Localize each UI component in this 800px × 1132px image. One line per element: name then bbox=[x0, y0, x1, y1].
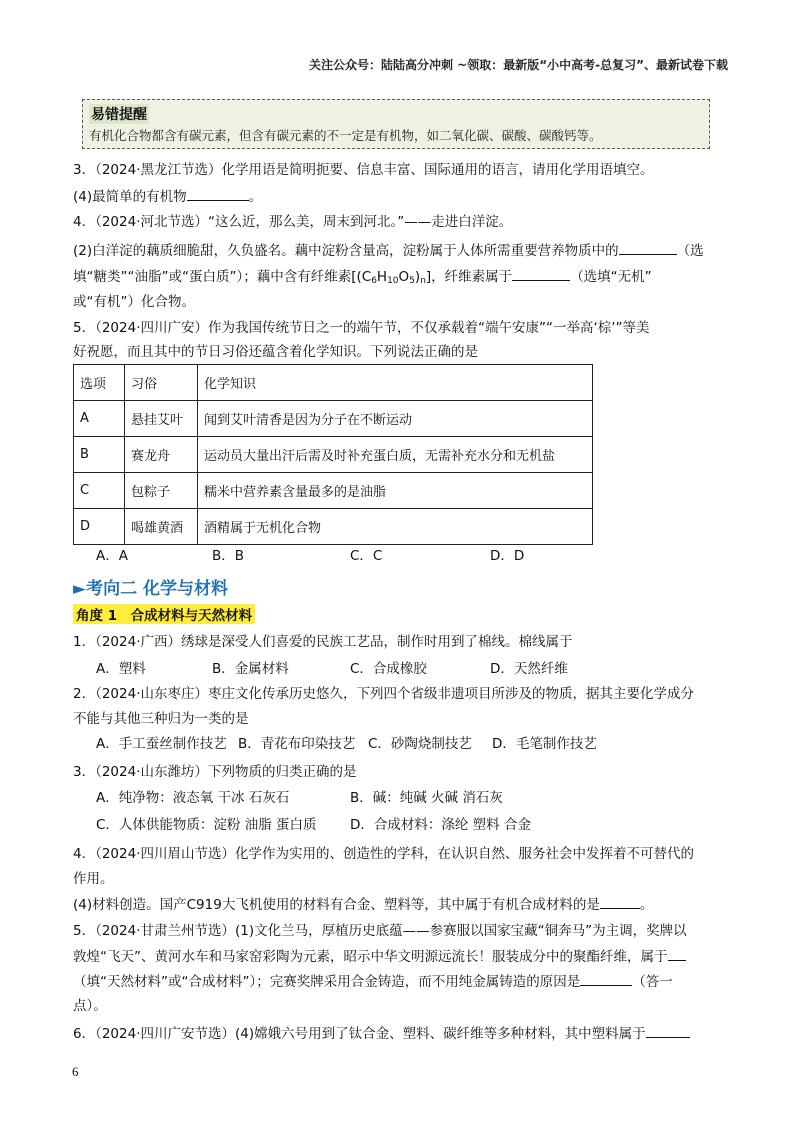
formula-text: H bbox=[376, 269, 388, 285]
q4-line1 bbox=[73, 240, 704, 261]
option-c[interactable]: C．合成橡胶 bbox=[350, 661, 427, 677]
table-row bbox=[74, 437, 593, 473]
option-a[interactable]: A．手工蚕丝制作技艺 bbox=[96, 736, 227, 752]
b3-options-row1 bbox=[96, 788, 503, 808]
answer-blank[interactable] bbox=[646, 1023, 690, 1038]
option-b[interactable]: B．金属材料 bbox=[212, 661, 289, 677]
tip-box bbox=[82, 99, 710, 149]
table-cell: 酒精属于无机化合物 bbox=[198, 509, 593, 545]
tip-title: 易错提醒 bbox=[89, 104, 149, 124]
b5-line3a: （填“天然材料”或“合成材料”）；完赛奖牌采用合金铸造，而不用纯金属铸造的原因是 bbox=[73, 974, 581, 990]
option-c[interactable]: C．C bbox=[350, 548, 383, 564]
table-header: 习俗 bbox=[125, 365, 198, 401]
b1-stem: 1．（2024·广西）绣球是深受人们喜爱的民族工艺品，制作时用到了棉线。棉线属于 bbox=[73, 634, 573, 650]
q4-line2a: 填“糖类”“油脂”或“蛋白质”）；藕中含有纤维素[(C bbox=[73, 269, 372, 285]
page-header: 关注公众号：陆陆高分冲刺 ~领取：最新版“小中高考-总复习”、最新试卷下载 bbox=[309, 58, 728, 72]
table-header-row bbox=[74, 365, 593, 401]
option-b[interactable]: B．碱：纯碱 火碱 消石灰 bbox=[350, 790, 503, 806]
answer-blank[interactable] bbox=[668, 946, 686, 961]
option-d[interactable]: D．D bbox=[490, 548, 525, 564]
b4-end: 。 bbox=[639, 897, 654, 913]
option-c[interactable]: C．人体供能物质：淀粉 油脂 蛋白质 bbox=[96, 817, 317, 833]
b3-stem: 3．（2024·山东潍坊）下列物质的归类正确的是 bbox=[73, 764, 357, 780]
b5-line3b: （答一 bbox=[632, 974, 673, 990]
q3-stem: 3．（2024·黑龙江节选）化学用语是简明扼要、信息丰富、国际通用的语言，请用化学用语填空。 bbox=[73, 162, 654, 178]
q4-line2c: （选填“无机” bbox=[570, 269, 652, 285]
b5-line1: 5．（2024·甘肃兰州节选）(1)文化兰马，厚植历史底蕴——参赛服以国家宝藏“铜奔马”为主调，奖牌以 bbox=[73, 923, 687, 939]
table-header: 化学知识 bbox=[198, 365, 593, 401]
q4-line1b: （选 bbox=[676, 243, 704, 259]
table-cell: 闻到艾叶清香是因为分子在不断运动 bbox=[198, 401, 593, 437]
b5-line3 bbox=[73, 971, 673, 992]
answer-blank[interactable] bbox=[187, 186, 249, 201]
options-table bbox=[73, 364, 593, 545]
table-cell: 赛龙舟 bbox=[125, 437, 198, 473]
b2-options bbox=[96, 734, 597, 754]
table-cell: 包粽子 bbox=[125, 473, 198, 509]
section-heading: ►考向二 化学与材料 bbox=[73, 579, 228, 599]
table-cell: B bbox=[74, 437, 125, 473]
option-b[interactable]: B．青花布印染技艺 bbox=[238, 736, 356, 752]
table-row bbox=[74, 509, 593, 545]
b3-options-row2 bbox=[96, 815, 531, 835]
b4-line1: 4．（2024·四川眉山节选）化学作为实用的、创造性的学科，在认识自然、服务社会中发挥着不可替代的 bbox=[73, 846, 694, 862]
b6-line1-text: 6．（2024·四川广安节选）(4)嫦娥六号用到了钛合金、塑料、碳纤维等多种材料，其中塑料属于 bbox=[73, 1026, 646, 1042]
q3-end: 。 bbox=[248, 189, 263, 205]
answer-blank[interactable] bbox=[619, 240, 677, 255]
q5-line2: 好祝愿，而且其中的节日习俗还蕴含着化学知识。下列说法正确的是 bbox=[73, 344, 478, 360]
b2-line2: 不能与其他三种归为一类的是 bbox=[73, 711, 249, 727]
table-cell: A bbox=[74, 401, 125, 437]
table-cell: 悬挂艾叶 bbox=[125, 401, 198, 437]
answer-blank[interactable] bbox=[580, 971, 632, 986]
formula-text: ) bbox=[414, 269, 421, 285]
table-cell: 运动员大量出汗后需及时补充蛋白质，无需补充水分和无机盐 bbox=[198, 437, 593, 473]
option-d[interactable]: D．合成材料：涤纶 塑料 合金 bbox=[350, 817, 531, 833]
table-row bbox=[74, 401, 593, 437]
formula-text: O bbox=[398, 269, 410, 285]
option-b[interactable]: B．B bbox=[212, 548, 245, 564]
option-d[interactable]: D．毛笔制作技艺 bbox=[492, 736, 597, 752]
option-a[interactable]: A．纯净物：液态氧 干冰 石灰石 bbox=[96, 790, 290, 806]
formula-sub: 5 bbox=[409, 276, 415, 286]
table-cell: D bbox=[74, 509, 125, 545]
q4-line3: 或“有机”）化合物。 bbox=[73, 294, 195, 310]
tip-text: 有机化合物都含有碳元素，但含有碳元素的不一定是有机物，如二氧化碳、碳酸、碳酸钙等。 bbox=[89, 128, 602, 143]
q3-part-text: (4)最简单的有机物 bbox=[73, 189, 187, 205]
option-c[interactable]: C．砂陶烧制技艺 bbox=[368, 736, 472, 752]
angle-heading: 角度 1 合成材料与天然材料 bbox=[73, 604, 255, 624]
answer-blank[interactable] bbox=[512, 266, 570, 281]
q4-stem: 4．（2024·河北节选）“这么近，那么美，周末到河北。”——走进白洋淀。 bbox=[73, 214, 513, 230]
option-a[interactable]: A．塑料 bbox=[96, 661, 146, 677]
b1-options bbox=[96, 659, 568, 679]
table-cell: 喝雄黄酒 bbox=[125, 509, 198, 545]
formula-sub: 10 bbox=[387, 276, 399, 286]
page-number: 6 bbox=[72, 1064, 79, 1079]
table-cell: 糯米中营养素含量最多的是油脂 bbox=[198, 473, 593, 509]
table-header: 选项 bbox=[74, 365, 125, 401]
b6-line1 bbox=[73, 1023, 690, 1044]
b4-line3-text: (4)材料创造。国产C919大飞机使用的材料有合金、塑料等，其中属于有机合成材料的是 bbox=[73, 897, 600, 913]
option-d[interactable]: D．天然纤维 bbox=[490, 661, 568, 677]
b4-line2: 作用。 bbox=[73, 871, 114, 887]
b5-line4: 点）。 bbox=[73, 998, 107, 1014]
formula-sub: n bbox=[420, 276, 426, 286]
option-a[interactable]: A．A bbox=[96, 548, 128, 564]
table-cell: C bbox=[74, 473, 125, 509]
answer-blank[interactable] bbox=[600, 894, 640, 909]
b2-line1: 2．（2024·山东枣庄）枣庄文化传承历史悠久，下列四个省级非遗项目所涉及的物质，据其主要化学成分 bbox=[73, 686, 694, 702]
q4-line2b: ]，纤维素属于 bbox=[425, 269, 513, 285]
q4-line1a: (2)白洋淀的藕质细脆甜，久负盛名。藕中淀粉含量高，淀粉属于人体所需重要营养物质中的 bbox=[73, 243, 619, 259]
formula-sub: 6 bbox=[371, 276, 377, 286]
q5-line1: 5．（2024·四川广安）作为我国传统节日之一的端午节，不仅承载着“端午安康”“一举高‘棕’”等美 bbox=[73, 320, 650, 336]
q3-part bbox=[73, 186, 262, 207]
q5-options bbox=[96, 546, 524, 566]
b5-line2-text: 敦煌“飞天”、黄河水车和马家窑彩陶为元素，昭示中华文明源远流长！服装成分中的聚酯纤维，属于 bbox=[73, 949, 668, 965]
table-row bbox=[74, 473, 593, 509]
q4-line2 bbox=[73, 266, 652, 291]
b5-line2 bbox=[73, 946, 686, 967]
b4-line3 bbox=[73, 894, 653, 915]
